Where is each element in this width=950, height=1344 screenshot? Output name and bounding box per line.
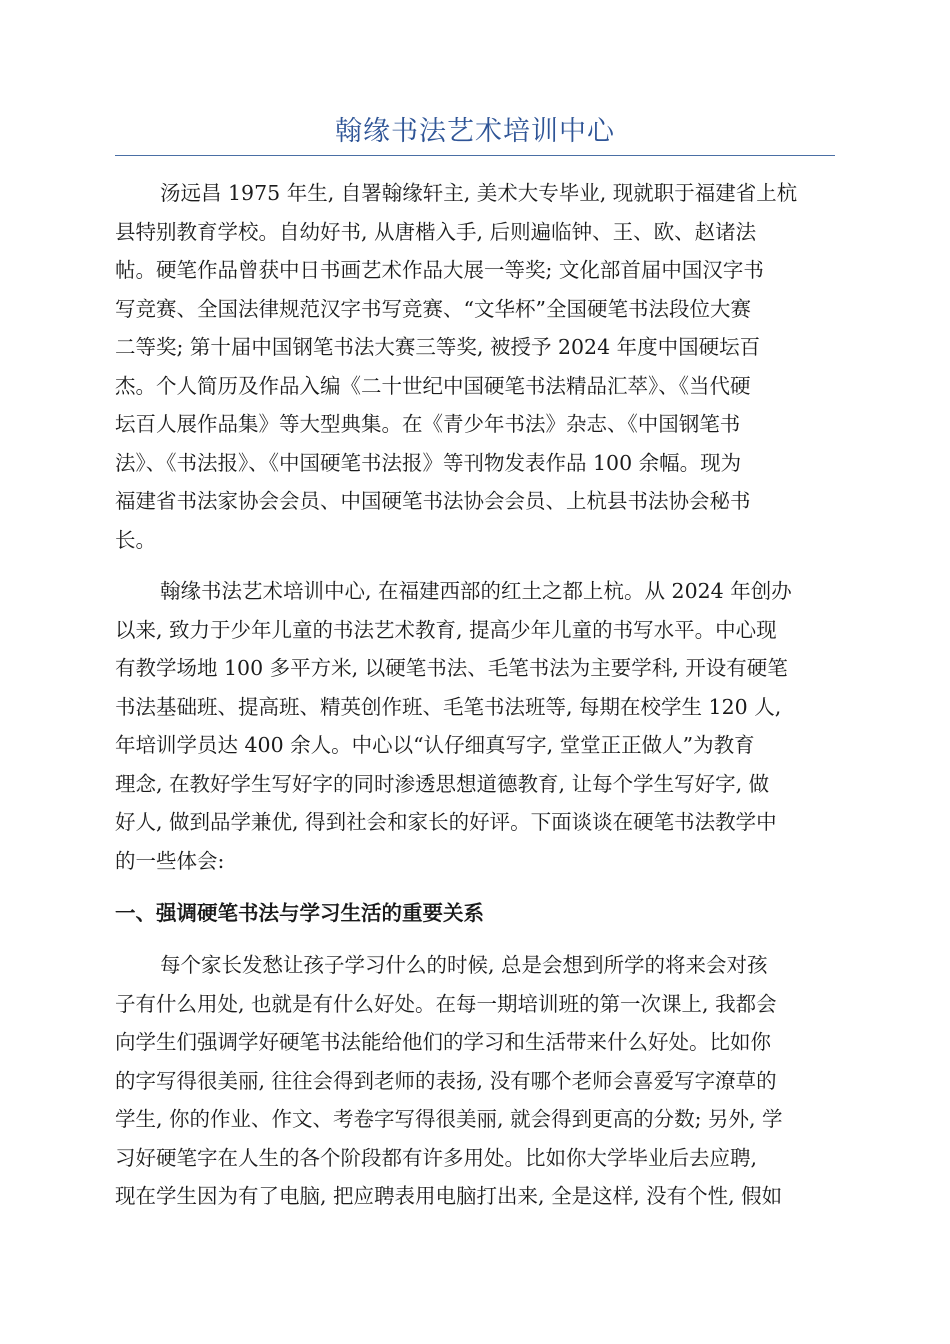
text-line: 子有什么用处, 也就是有什么好处。在每一期培训班的第一次课上, 我都会 xyxy=(115,991,777,1016)
text-line: 长。 xyxy=(115,527,156,552)
text-line: 写竞赛、全国法律规范汉字书写竞赛、“文华杯”全国硬笔书法段位大赛 xyxy=(115,296,751,321)
text-line: 杰。个人简历及作品入编《二十世纪中国硬笔书法精品汇萃》、《当代硬 xyxy=(115,373,751,398)
text-line: 理念, 在教好学生写好字的同时渗透思想道德教育, 让每个学生写好字, 做 xyxy=(115,771,770,796)
text-line: 帖。硬笔作品曾获中日书画艺术作品大展一等奖; 文化部首届中国汉字书 xyxy=(115,258,764,282)
text-line: 好人, 做到品学兼优, 得到社会和家长的好评。下面谈谈在硬笔书法教学中 xyxy=(115,810,777,834)
text-line: 每个家长发愁让孩子学习什么的时候, 总是会想到所学的将来会对孩 xyxy=(160,953,768,977)
section-heading: 一、强调硬笔书法与学习生活的重要关系 xyxy=(115,901,484,925)
paragraph-section-1 xyxy=(115,946,835,1216)
text-line: 学生, 你的作业、作文、考卷字写得很美丽, 就会得到更高的分数; 另外, 学 xyxy=(115,1107,783,1131)
text-line: 的字写得很美丽, 往往会得到老师的表扬, 没有哪个老师会喜爱写字潦草的 xyxy=(115,1068,777,1093)
text-line: 以来, 致力于少年儿童的书法艺术教育, 提高少年儿童的书写水平。中心现 xyxy=(115,617,777,642)
document-title: 翰缘书法艺术培训中心 xyxy=(335,116,615,147)
text-line: 二等奖; 第十届中国钢笔书法大赛三等奖, 被授予 2024 年度中国硬坛百 xyxy=(115,335,761,359)
text-line: 现在学生因为有了电脑, 把应聘表用电脑打出来, 全是这样, 没有个性, 假如 xyxy=(115,1184,783,1208)
title-underline xyxy=(115,155,835,156)
text-line: 书法基础班、提高班、精英创作班、毛笔书法班等, 每期在校学生 120 人, xyxy=(115,694,782,719)
paragraph-center-intro xyxy=(115,572,835,880)
text-line: 法》、《书法报》、《中国硬笔书法报》等刊物发表作品 100 余幅。现为 xyxy=(115,450,742,475)
text-line: 翰缘书法艺术培训中心, 在福建西部的红土之都上杭。从 2024 年创办 xyxy=(160,579,792,603)
text-line: 汤远昌 1975 年生, 自署翰缘轩主, 美术大专毕业, 现就职于福建省上杭 xyxy=(160,181,798,205)
text-line: 有教学场地 100 多平方米, 以硬笔书法、毛笔书法为主要学科, 开设有硬笔 xyxy=(115,656,788,680)
text-line: 福建省书法家协会会员、中国硬笔书法协会会员、上杭县书法协会秘书 xyxy=(115,489,751,513)
text-line: 的一些体会: xyxy=(115,848,225,873)
text-line: 向学生们强调学好硬笔书法能给他们的学习和生活带来什么好处。比如你 xyxy=(115,1030,771,1054)
text-line: 县特别教育学校。自幼好书, 从唐楷入手, 后则遍临钟、王、欧、赵诸法 xyxy=(115,219,757,244)
text-line: 习好硬笔字在人生的各个阶段都有许多用处。比如你大学毕业后去应聘, xyxy=(115,1145,758,1170)
text-line: 坛百人展作品集》等大型典集。在《青少年书法》杂志、《中国钢笔书 xyxy=(115,412,741,436)
paragraph-biography xyxy=(115,174,835,559)
text-line: 年培训学员达 400 余人。中心以“认仔细真写字, 堂堂正正做人”为教育 xyxy=(115,733,755,757)
